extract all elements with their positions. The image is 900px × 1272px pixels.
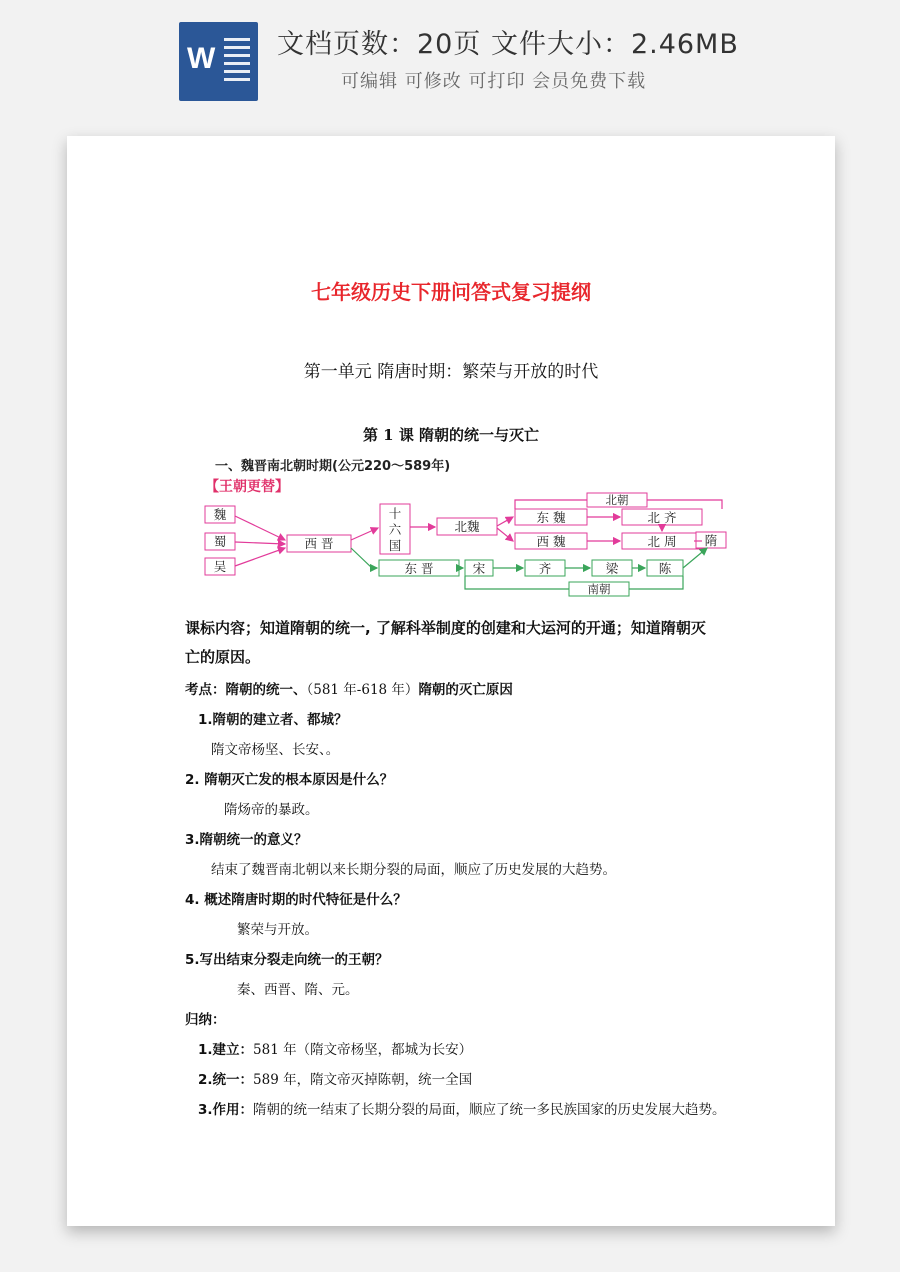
banner-subtitle: 可编辑 可修改 可打印 会员免费下载	[341, 71, 647, 92]
summary-item-1: 1.建立：581 年（隋文帝杨坚，都城为长安）	[198, 1042, 473, 1058]
node-beizhou: 北 周	[647, 534, 677, 549]
node-song: 宋	[472, 561, 486, 576]
diagram-tag: 【王朝更替】	[205, 479, 289, 495]
node-xiwei: 西 魏	[536, 534, 566, 549]
node-wu: 吴	[213, 559, 227, 574]
question-4: 4. 概述隋唐时期的时代特征是什么？	[185, 892, 407, 908]
dynasty-diagram	[197, 456, 737, 601]
question-3: 3.隋朝统一的意义？	[185, 832, 308, 848]
answer-3: 结束了魏晋南北朝以来长期分裂的局面，顺应了历史发展的大趋势。	[211, 862, 616, 878]
node-beichao: 北朝	[605, 493, 629, 507]
node-shiliuguo-2: 六	[388, 522, 402, 537]
node-qi: 齐	[538, 561, 552, 576]
node-shu: 蜀	[213, 534, 227, 549]
unit-title: 第一单元 隋唐时期：繁荣与开放的时代	[303, 362, 599, 382]
node-sui: 隋	[704, 533, 718, 548]
node-shiliuguo-1: 十	[388, 506, 402, 521]
node-beiqi: 北 齐	[647, 510, 677, 525]
summary-label: 归纳：	[185, 1012, 226, 1028]
standard-line-1: 课标内容；知道隋朝的统一, 了解科举制度的创建和大运河的开通；知道隋朝灭	[185, 619, 706, 637]
node-dongwei: 东 魏	[536, 510, 566, 525]
summary-item-2: 2.统一：589 年，隋文帝灭掉陈朝，统一全国	[198, 1072, 473, 1088]
lesson-title: 第 1 课 隋朝的统一与灭亡	[362, 426, 540, 444]
node-chen: 陈	[658, 561, 672, 576]
question-5: 5.写出结束分裂走向统一的王朝？	[185, 952, 389, 968]
node-shiliuguo-3: 国	[388, 538, 402, 553]
node-wei: 魏	[213, 507, 227, 522]
standard-line-2: 亡的原因。	[185, 648, 261, 666]
answer-1: 隋文帝杨坚、长安、。	[211, 742, 340, 758]
answer-5: 秦、西晋、隋、元。	[237, 982, 359, 998]
answer-2: 隋炀帝的暴政。	[224, 802, 319, 818]
document-page	[67, 136, 835, 1226]
node-xijin: 西 晋	[304, 536, 334, 551]
node-beiwei: 北魏	[454, 519, 480, 534]
download-banner	[0, 0, 900, 120]
exam-points: 考点：隋朝的统一、（581 年-618 年）隋朝的灭亡原因	[185, 682, 513, 698]
diagram-heading: 一、魏晋南北朝时期(公元220～589年)	[215, 459, 451, 474]
question-2: 2. 隋朝灭亡发的根本原因是什么？	[185, 772, 394, 788]
node-dongjin: 东 晋	[404, 561, 434, 576]
document-title: 七年级历史下册问答式复习提纲	[311, 280, 591, 304]
word-document-icon: W	[179, 22, 258, 101]
question-1: 1.隋朝的建立者、都城？	[198, 712, 348, 728]
node-liang: 梁	[605, 561, 619, 576]
summary-item-3: 3.作用：隋朝的统一结束了长期分裂的局面，顺应了统一多民族国家的历史发展大趋势。	[198, 1102, 726, 1118]
banner-title: 文档页数：20页 文件大小：2.46MB	[277, 29, 739, 60]
answer-4: 繁荣与开放。	[237, 922, 318, 938]
node-nanchao: 南朝	[587, 582, 611, 596]
